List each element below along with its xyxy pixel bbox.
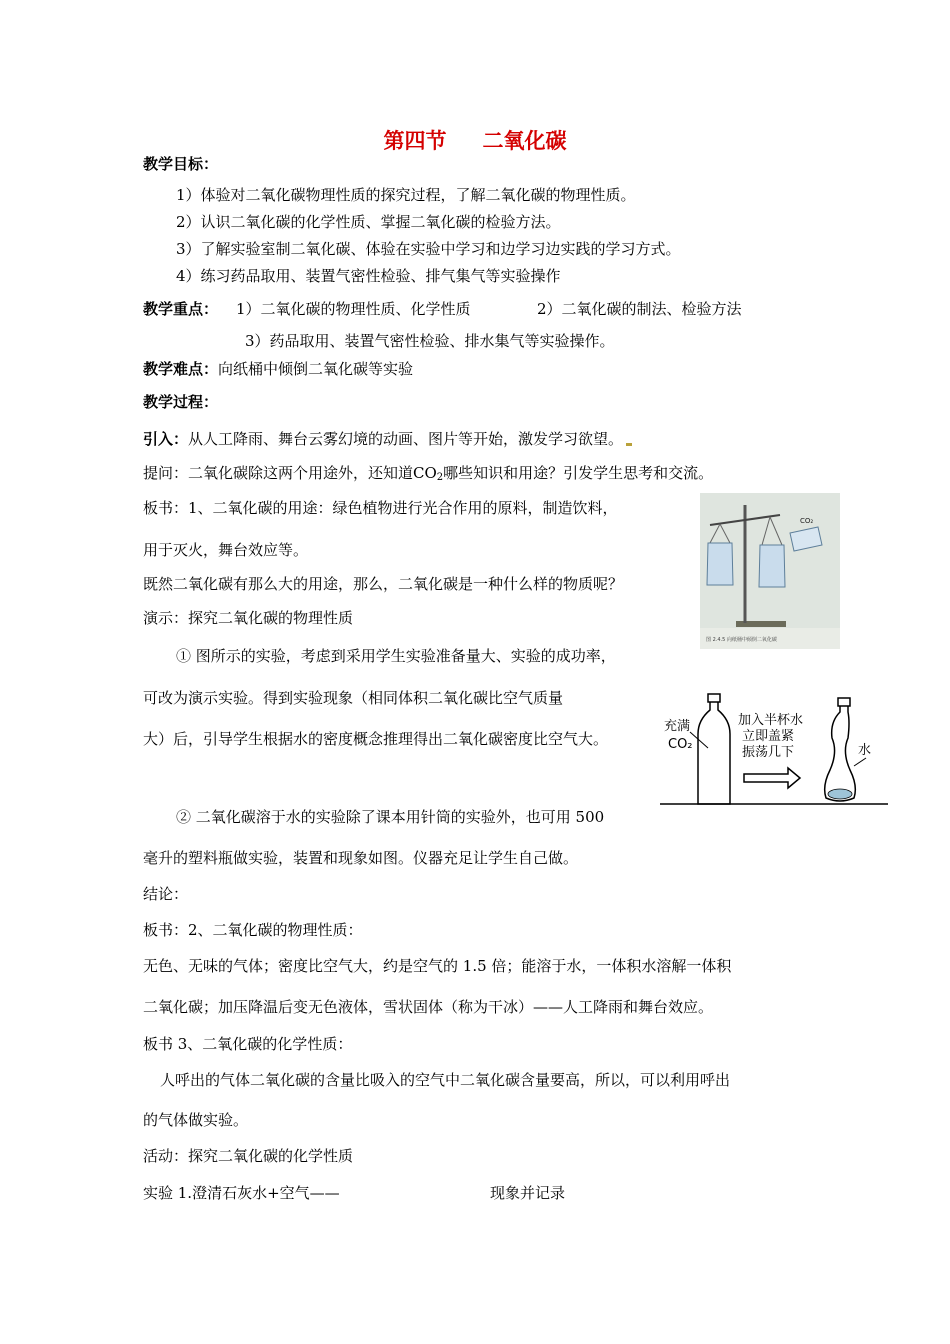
- figure2-step-2: 立即盖紧: [742, 729, 795, 744]
- board-chemical-line: 板书 3、二氧化碳的化学性质：: [143, 1035, 353, 1053]
- figure2-step-1: 加入半杯水: [738, 713, 804, 728]
- intro-text: 从人工降雨、舞台云雾幻境的动画、图片等开始，激发学习欲望。: [188, 430, 624, 448]
- figure2-water-label: 水: [858, 743, 872, 758]
- demo-step-2-line2: 毫升的塑料瓶做实验，装置和现象如图。仪器充足让学生自己做。: [143, 849, 579, 867]
- objective-item-3: 3）了解实验室制二氧化碳、体验在实验中学习和边学习边实践的学习方式。: [176, 240, 681, 258]
- experiment-1-record: 现象并记录: [490, 1184, 566, 1202]
- figure1-caption: 图 2.4.5 向纸桶中倾倒二氧化碳: [706, 637, 777, 643]
- title-part1: 第四节: [383, 129, 447, 153]
- difficulty-line: [143, 359, 413, 379]
- board-uses-line: 板书：1、二氧化碳的用途：绿色植物进行光合作用的原料，制造饮料，: [143, 499, 618, 517]
- key-point-2: 2）二氧化碳的制法、检验方法: [537, 300, 742, 318]
- question-subscript: 2: [436, 472, 444, 483]
- question-line: [143, 463, 713, 488]
- balance-figure: [700, 493, 840, 649]
- experiment-1-text: 实验 1.澄清石灰水+空气——: [143, 1184, 340, 1202]
- key-points-label: 教学重点：: [143, 300, 219, 318]
- demo-step-1-line1: ① 图所示的实验，考虑到采用学生实验准备量大、实验的成功率，: [176, 647, 616, 665]
- demo-step-2-line1: ② 二氧化碳溶于水的实验除了课本用针筒的实验外，也可用 500: [176, 808, 605, 826]
- bottle-illustration: [660, 690, 888, 808]
- objective-item-1: 1）体验对二氧化碳物理性质的探究过程，了解二氧化碳的物理性质。: [176, 186, 636, 204]
- key-point-1: 1）二氧化碳的物理性质、化学性质: [236, 300, 471, 318]
- physical-props-line2: 二氧化碳；加压降温后变无色液体，雪状固体（称为干冰）——人工降雨和舞台效应。: [143, 998, 714, 1016]
- balance-illustration: [700, 493, 840, 649]
- question-after: 哪些知识和用途？引发学生思考和交流。: [443, 464, 714, 482]
- difficulty-text: 向纸桶中倾倒二氧化碳等实验: [218, 360, 414, 378]
- uses-continued-line: 用于灭火，舞台效应等。: [143, 541, 309, 559]
- figure1-co2-label: CO₂: [800, 517, 814, 525]
- process-label: 教学过程：: [143, 393, 219, 411]
- bottle-figure: [660, 690, 888, 808]
- demo-step-1-line3: 大）后，引导学生根据水的密度概念推理得出二氧化碳密度比空气大。: [143, 730, 609, 748]
- figure2-step-3: 振荡几下: [742, 745, 795, 760]
- objective-item-4: 4）练习药品取用、装置气密性检验、排气集气等实验操作: [176, 267, 561, 285]
- question-before: 提问：二氧化碳除这两个用途外，还知道CO: [143, 464, 437, 482]
- figure2-co2-label: CO₂: [668, 737, 693, 752]
- key-point-3: 3）药品取用、装置气密性检验、排水集气等实验操作。: [245, 332, 615, 350]
- objective-item-2: 2）认识二氧化碳的化学性质、掌握二氧化碳的检验方法。: [176, 213, 561, 231]
- edit-mark: [626, 443, 632, 446]
- figure2-full-label: 充满: [664, 719, 691, 734]
- intro-label: 引入：: [143, 430, 189, 448]
- conclusion-label: 结论：: [143, 885, 189, 903]
- exhale-line2: 的气体做实验。: [143, 1111, 249, 1129]
- demo-step-1-line2: 可改为演示实验。得到实验现象（相同体积二氧化碳比空气质量: [143, 689, 564, 707]
- exhale-line1: 人呼出的气体二氧化碳的含量比吸入的空气中二氧化碳含量要高，所以，可以利用呼出: [160, 1071, 731, 1089]
- demo-line: 演示：探究二氧化碳的物理性质: [143, 609, 354, 627]
- difficulty-label: 教学难点：: [143, 360, 219, 378]
- page-title: [0, 125, 950, 155]
- physical-props-line1: 无色、无味的气体；密度比空气大，约是空气的 1.5 倍；能溶于水，一体积水溶解一体积: [143, 957, 732, 975]
- activity-line: 活动：探究二氧化碳的化学性质: [143, 1147, 354, 1165]
- objectives-label: 教学目标：: [143, 155, 219, 173]
- transition-line: 既然二氧化碳有那么大的用途，那么，二氧化碳是一种什么样的物质呢？: [143, 575, 624, 593]
- title-part2: 二氧化碳: [482, 129, 567, 153]
- intro-line: [143, 429, 632, 449]
- board-physical-line: 板书：2、二氧化碳的物理性质：: [143, 921, 363, 939]
